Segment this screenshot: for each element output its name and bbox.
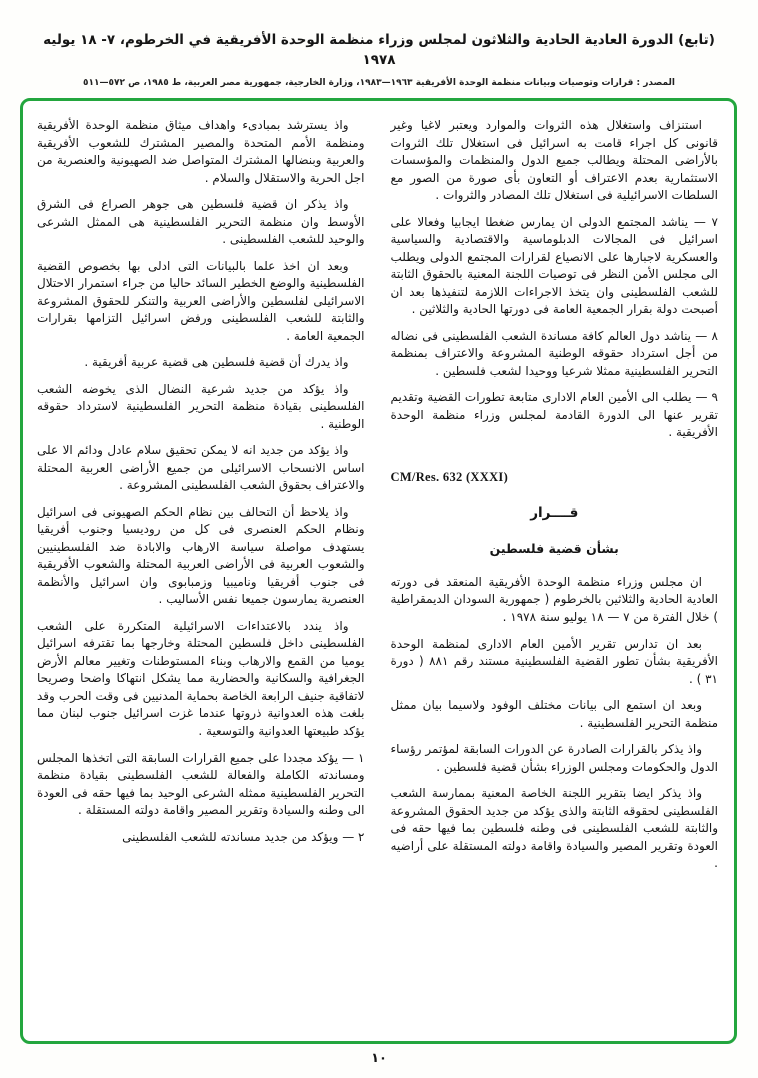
paragraph: واذ يسترشد بمبادىء واهداف ميثاق منظمة الوحدة الأفريقية ومنظمة الأمم المتحدة والمصير المشترك للشعوب الأفريقية والعربية وبنضالها المشترك المتواصل ضد الصهيونية والعنصرية من اجل الحرية والاستقلال والسلام . bbox=[37, 118, 365, 185]
paragraph: واذ يدرك أن قضية فلسطين هى قضية عربية أفريقية . bbox=[84, 355, 349, 370]
right-column bbox=[391, 117, 719, 1031]
paragraph: ان مجلس وزراء منظمة الوحدة الأفريقية المنعقد فى دورته العادية الحادية والثلاثين بالخرطوم ( جمهورية السودان الديمقراطية ) خلال الفترة من ٧ — ١٨ يوليو سنة ١٩٧٨ . bbox=[390, 574, 718, 624]
paragraph: قــــرار bbox=[530, 505, 579, 522]
paragraph: واذ يؤكد من جديد انه لا يمكن تحقيق سلام عادل ودائم الا على اساس الانسحاب الاسرائيلى من جميع الأراضى العربية المحتلة والاعتراف بحقوق الشعب الفلسطينى المشروعة . bbox=[37, 443, 365, 493]
paragraph: استنزاف واستغلال هذه الثروات والموارد ويعتبر لاغيا وغير قانونى كل اجراء قامت به اسرائيل فى استغلال تلك الثروات بالأراضى المحتلة ويطالب جميع الدول والمنظمات والمؤسسات الاستثمارية بعدم الاعتراف أو التعاون بأى صورة من الصور مع السلطات الاسرائيلية فى استغلال تلك المصادر والثروات . bbox=[390, 118, 718, 203]
paragraph: واذ يلاحظ أن التحالف بين نظام الحكم الصهيونى فى اسرائيل ونظام الحكم العنصرى فى كل من روديسيا وجنوب أفريقيا يستهدف مواصلة سياسة الارهاب والابادة ضد الفلسطينيين والشعوب العربية فى الأراضى العربية المحتلة والشعوب الأفريقية فى جنوب أفريقيا وناميبيا وزمبابوى وان اسرائيل والأنظمة العنصرية يمارسون جميعا نفس الأساليب . bbox=[37, 504, 365, 607]
paragraph: ٢ — ويؤكد من جديد مساندته للشعب الفلسطينى bbox=[122, 829, 365, 844]
paragraph: ١ — يؤكد مجددا على جميع القرارات السابقة التى اتخذها المجلس ومساندته الكاملة والفعالة للشعب الفلسطينى بقيادة منظمة التحرير الفلسطينية ممثله الشرعى الوحيد بما فيها حقه فى العودة الى وطنه والسيادة وتقرير المصير واقامة دولته المستقلة . bbox=[37, 750, 365, 818]
paragraph: وبعد ان استمع الى بيانات مختلف الوفود ولاسيما بيان ممثل منظمة التحرير الفلسطينية . bbox=[390, 698, 718, 730]
page-footer bbox=[0, 1047, 758, 1066]
paragraph: ٨ — يناشد دول العالم كافة مساندة الشعب الفلسطينى فى نضاله من أجل استرداد حقوقه الوطنية المشروعة والاعتراف بمنظمة التحرير الفلسطينية ممثلا شرعيا ووحيدا لشعب فلسطين . bbox=[390, 328, 718, 378]
content-border-box bbox=[20, 98, 737, 1044]
paragraph: بشأن قضية فلسطين bbox=[489, 540, 619, 556]
paragraph: CM/Res. 632 (XXXI) bbox=[390, 469, 509, 484]
paragraph: واذ يذكر ان قضية فلسطين هى جوهر الصراع فى الشرق الأوسط وان منظمة التحرير الفلسطينية هى الممثل الشرعى والوحيد للشعب الفلسطينى . bbox=[37, 197, 365, 247]
document-source-line: المصدر : قرارات وتوصيات وبيانات منظمة الوحدة الأفريقية ١٩٦٣—١٩٨٣، وزارة الخارجية، جمهورية مصر العربية، ط ١٩٨٥، ص ٥٧٢—٥١١ bbox=[83, 77, 675, 88]
paragraph: ٩ — يطلب الى الأمين العام الادارى متابعة تطورات القضية وتقديم تقرير عنها الى الدورة القادمة لمجلس وزراء منظمة الوحدة الأفريقية . bbox=[390, 390, 718, 440]
paragraph: واذ يذكر بالقرارات الصادرة عن الدورات السابقة لمؤتمر رؤساء الدول والحكومات ومجلس الوزراء بشأن قضية فلسطين . bbox=[390, 742, 718, 774]
paragraph: وبعد ان اخذ علما بالبيانات التى ادلى بها بخصوص القضية الفلسطينية والوضع الخطير السائد حاليا من جراء استمرار الاحتلال الاسرائيلى لفلسطين والأراضى العربية والتنكر للحقوق المشروعة والثابتة للشعب الفلسطينى ورفض اسرائيل التزامها بقرارات الجمعية العامة . bbox=[37, 258, 365, 343]
page-header bbox=[0, 0, 758, 88]
paragraph: ٧ — يناشد المجتمع الدولى ان يمارس ضغطا ايجابيا وفعالا على اسرائيل فى المجالات الدبلوماسية والاقتصادية والسياسية والعسكرية لاجبارها على الانصياع لقرارات المجتمع الدولى ويطلب الى مجلس الأمن النظر فى توصيات اللجنة المعنية بالحقوق الثابتة للشعب الفلسطينى وان يتخذ الاجراءات اللازمة لتنفيذها بعد ان أصبحت دولة بقرار الجمعية العامة فى دورتها الحادية والثلاثين . bbox=[390, 214, 718, 317]
two-column-layout bbox=[37, 117, 718, 1031]
page-number: ١٠ bbox=[371, 1051, 387, 1066]
paragraph: واذ يذكر ايضا بتقرير اللجنة الخاصة المعنية بممارسة الشعب الفلسطينى لحقوقه الثابتة والذى يؤكد من جديد الحقوق المشروعة والثابتة للشعب الفلسطينى فى وطنه فلسطين بما فيها حقه فى العودة وتقرير المصير والسيادة واقامة دولته المستقلة على أراضيه . bbox=[390, 786, 718, 871]
paragraph: بعد ان تدارس تقرير الأمين العام الادارى لمنظمة الوحدة الأفريقية بشأن تطور القضية الفلسطينية مستند رقم ٨٨١ ( دورة ٣١ ) . bbox=[390, 636, 718, 686]
document-title: (تابع) الدورة العادية الحادية والثلاثون لمجلس وزراء منظمة الوحدة الأفريقية في الخرطوم، ٧- ١٨ يوليه ١٩٧٨ bbox=[43, 32, 715, 69]
left-column bbox=[37, 117, 365, 1031]
paragraph: واذ يؤكد من جديد شرعية النضال الذى يخوضه الشعب الفلسطينى بقيادة منظمة التحرير الفلسطينية لاسترداد حقوقه الوطنية . bbox=[37, 381, 365, 431]
paragraph: واذ يندد بالاعتداءات الاسرائيلية المتكررة على الشعب الفلسطينى داخل فلسطين المحتلة وخارجها بما تقترفه اسرائيل يوميا من القمع والارهاب وبناء المستوطنات وتغيير معالم الأرض الجغرافية والسكانية والحضارية مما يشكل انتهاكا واضحا وصريحا لاتفاقية جنيف الرابعة الخاصة بحماية المدنيين فى وقت الحرب وقد بلغت هذه العدوانية ذروتها عندما غزت اسرائيل جنوب لبنان مما يؤكد طبيعتها العدوانية والتوسعية . bbox=[37, 618, 365, 738]
